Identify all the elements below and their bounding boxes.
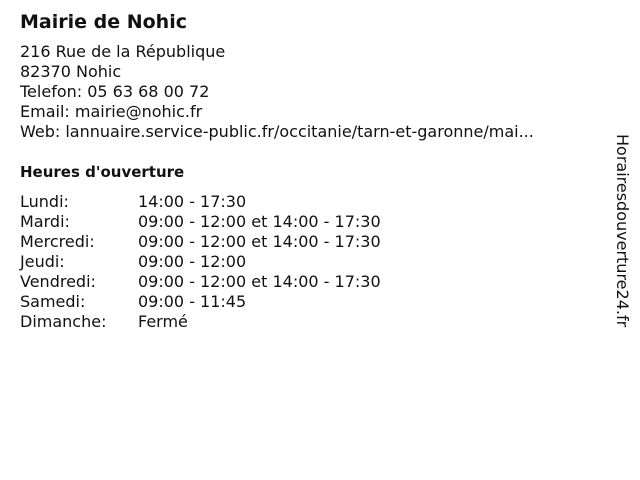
hours-day-label: Vendredi: bbox=[20, 272, 96, 291]
hours-day-label: Jeudi: bbox=[20, 252, 65, 271]
phone-number: Telefon: 05 63 68 00 72 bbox=[20, 82, 210, 101]
address-block bbox=[20, 42, 610, 142]
hours-time-value: 09:00 - 12:00 et 14:00 - 17:30 bbox=[138, 212, 381, 231]
hours-time-value: 09:00 - 12:00 et 14:00 - 17:30 bbox=[138, 272, 381, 291]
hours-day-label: Lundi: bbox=[20, 192, 69, 211]
email-address: Email: mairie@nohic.fr bbox=[20, 102, 203, 121]
hours-day-label: Mardi: bbox=[20, 212, 70, 231]
business-card bbox=[20, 10, 610, 332]
street-address: 216 Rue de la République bbox=[20, 42, 226, 61]
website-link: Web: lannuaire.service-public.fr/occitanie/tarn-et-garonne/mai... bbox=[20, 122, 534, 141]
hours-time-value: 09:00 - 12:00 bbox=[138, 252, 247, 271]
site-watermark: Horairesdouverture24.fr bbox=[613, 134, 632, 328]
hours-row-vendredi bbox=[20, 272, 610, 292]
city-postcode: 82370 Nohic bbox=[20, 62, 122, 81]
hours-time-value: 09:00 - 11:45 bbox=[138, 292, 247, 311]
hours-row-mercredi bbox=[20, 232, 610, 252]
hours-time-value: 14:00 - 17:30 bbox=[138, 192, 247, 211]
hours-time-value: Fermé bbox=[138, 312, 188, 331]
hours-row-mardi bbox=[20, 212, 610, 232]
page-title: Mairie de Nohic bbox=[20, 11, 187, 33]
hours-row-lundi bbox=[20, 192, 610, 212]
hours-row-jeudi bbox=[20, 252, 610, 272]
hours-day-label: Dimanche: bbox=[20, 312, 107, 331]
opening-hours-table bbox=[20, 192, 610, 332]
hours-day-label: Mercredi: bbox=[20, 232, 95, 251]
hours-day-label: Samedi: bbox=[20, 292, 86, 311]
hours-row-dimanche bbox=[20, 312, 610, 332]
hours-row-samedi bbox=[20, 292, 610, 312]
hours-time-value: 09:00 - 12:00 et 14:00 - 17:30 bbox=[138, 232, 381, 251]
opening-hours-heading: Heures d'ouverture bbox=[20, 163, 185, 181]
